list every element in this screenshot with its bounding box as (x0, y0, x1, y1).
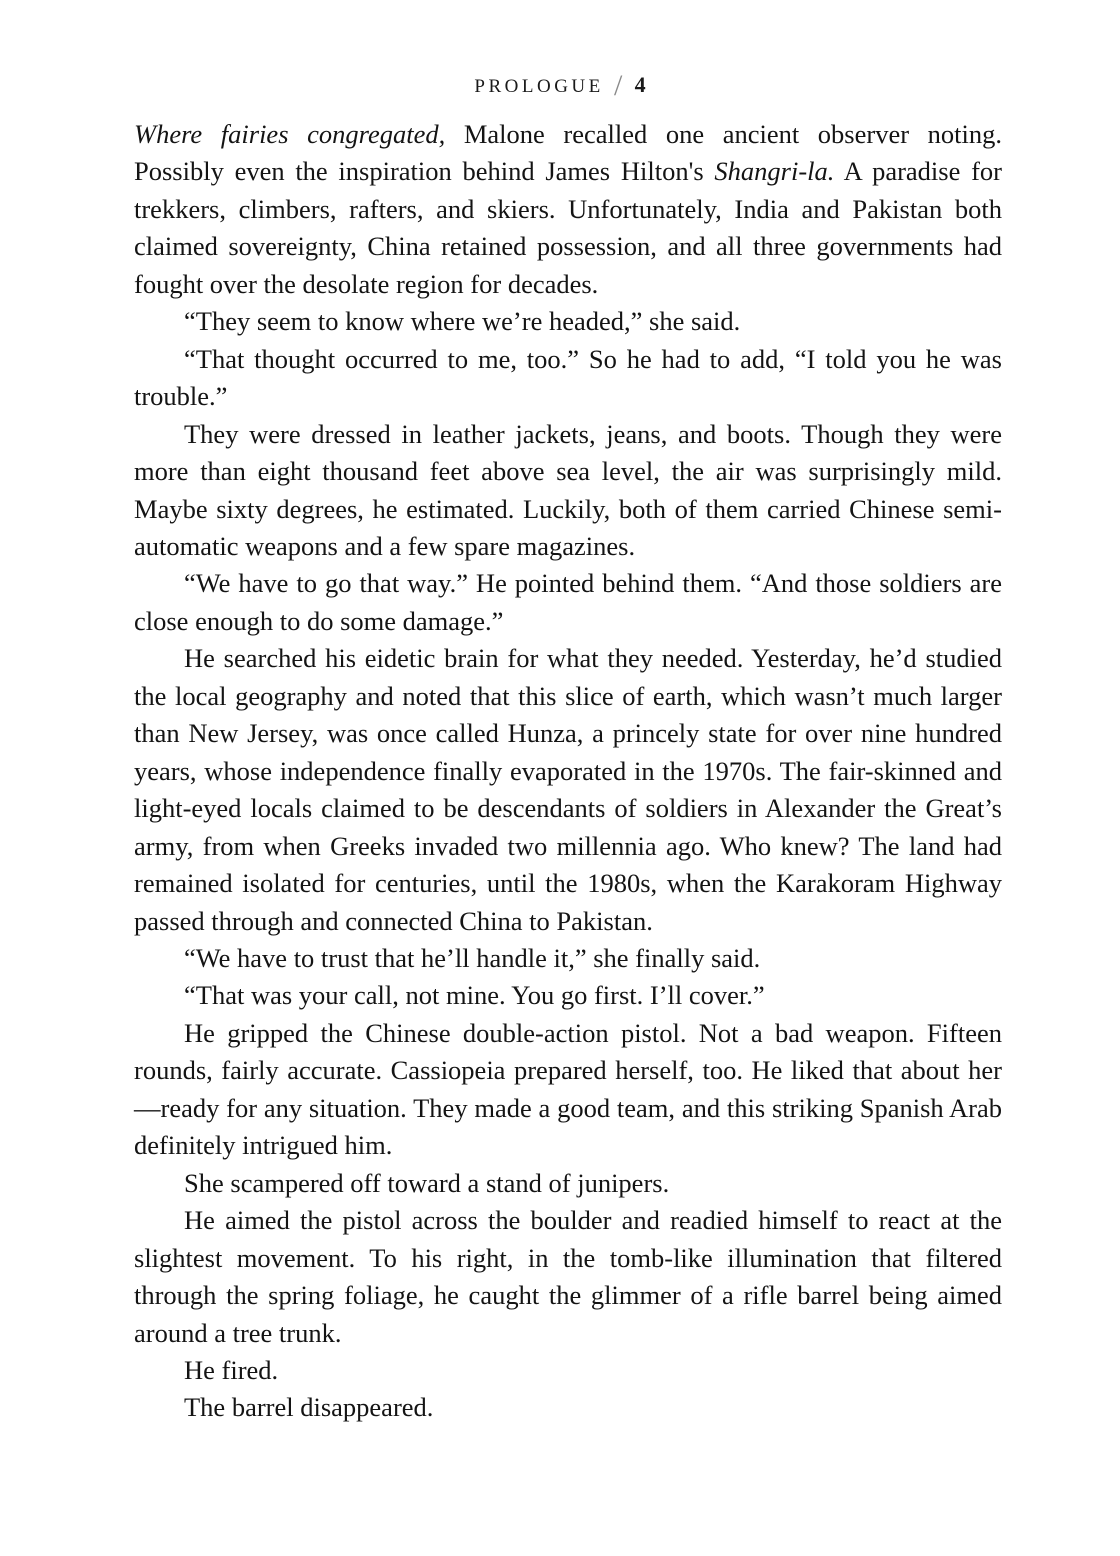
paragraph-10: She scampered off toward a stand of junipers. (184, 1167, 670, 1198)
paragraph-13: The barrel disappeared. (184, 1392, 434, 1423)
paragraph-1-italic-mid: Shangri-la. (714, 156, 835, 187)
paragraph-11: He aimed the pistol across the boulder and readied himself to react at the slightest movement. To his right, in the tomb-like illumination that filtered through the spring foliage, he caught the glimmer of a rifle barrel being aimed around a tree trunk. (134, 1205, 1002, 1348)
paragraph-6: He searched his eidetic brain for what they needed. Yesterday, he’d studied the local geography and noted that this slice of earth, which wasn’t much larger than New Jersey, was once called Hunza, a princely state for over nine hundred years, whose independence finally evaporated in the 1970s. The fair-skinned and light-eyed locals claimed to be descendants of soldiers in Alexander the Great’s army, from when Greeks invaded two millennia ago. Who knew? The land had remained isolated for centuries, until the 1980s, when the Karakoram Highway passed through and connected China to Pakistan. (134, 643, 1002, 936)
running-head (0, 66, 1120, 100)
paragraph-7: “We have to trust that he’ll handle it,” she finally said. (184, 942, 761, 973)
paragraph-5: “We have to go that way.” He pointed behind them. “And those soldiers are close enough to do some damage.” (134, 568, 1002, 636)
paragraph-4: They were dressed in leather jackets, jeans, and boots. Though they were more than eight thousand feet above sea level, the air was surprisingly mild. Maybe sixty degrees, he estimated. Luckily, both of them carried Chinese semi-automatic weapons and a few spare magazines. (134, 418, 1002, 561)
running-head-section: PROLOGUE (474, 76, 604, 97)
paragraph-1-italic-lead: Where fairies congregated, (134, 119, 446, 149)
paragraph-1 (134, 116, 1002, 303)
paragraph-2: “They seem to know where we’re headed,” she said. (184, 306, 741, 337)
paragraph-9: He gripped the Chinese double-action pistol. Not a bad weapon. Fifteen rounds, fairly accurate. Cassiopeia prepared herself, too. He liked that about her—ready for any situation. They made a good team, and this striking Spanish Arab definitely intrigued him. (134, 1017, 1002, 1161)
paragraph-1-text-a: Malone recalled one ancient observer noting. Possibly even the inspiration behind James Hilton's (134, 119, 1002, 187)
paragraph-12: He fired. (184, 1354, 279, 1385)
paragraph-1-text-b: A paradise for trekkers, climbers, rafters, and skiers. Unfortunately, India and Pakistan both claimed sovereignty, China retained possession, and all three governments had fought over the desolate region for decades. (134, 156, 1002, 299)
page-number: 4 (634, 72, 646, 97)
paragraph-3: “That thought occurred to me, too.” So he had to add, “I told you he was trouble.” (134, 343, 1002, 412)
running-head-separator: / (614, 69, 623, 102)
paragraph-8: “That was your call, not mine. You go first. I’ll cover.” (184, 980, 765, 1011)
body-text (134, 116, 1002, 1427)
